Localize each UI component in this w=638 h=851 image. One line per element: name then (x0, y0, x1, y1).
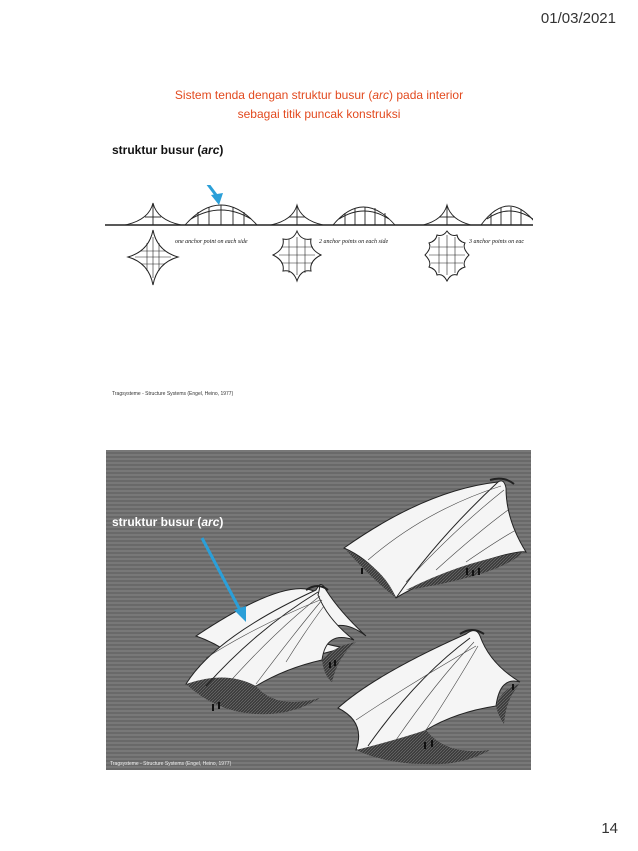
title-line-2: sebagai titik puncak konstruksi (237, 107, 401, 121)
tent-structure-diagram (105, 185, 533, 305)
figure1-label: struktur busur (arc) (112, 143, 224, 157)
tent-illustration (106, 450, 531, 770)
elevation-peak-2 (271, 205, 323, 225)
anchor-note-2: 2 anchor points on each side (319, 239, 389, 245)
arc-arrowhead (211, 193, 223, 205)
plan-three-anchor (425, 231, 469, 281)
elevation-arc-3 (481, 206, 533, 225)
elevation-peak-3 (423, 205, 471, 225)
elevation-arc-1 (185, 205, 257, 225)
figure2-label: struktur busur (arc) (112, 515, 224, 529)
title-line-1: Sistem tenda dengan struktur busur (arc) pada interior (174, 88, 464, 102)
slide-date: 01/03/2021 (540, 10, 616, 27)
elevation-arc-2 (333, 207, 395, 225)
figure1-source: Tragsysteme - Structure Systems (Engel, Heino, 1977) (112, 391, 234, 397)
anchor-note-3: 3 anchor points on eac (469, 239, 524, 245)
slide-title (0, 86, 638, 124)
figure2-source: Tragsysteme - Structure Systems (Engel, Heino, 1977) (110, 761, 232, 767)
page-number: 14 (601, 820, 618, 837)
anchor-note-1: one anchor point on each side (175, 239, 248, 245)
plan-two-anchor (273, 231, 321, 281)
plan-four-anchor (128, 230, 178, 285)
elevation-peak-1 (125, 203, 181, 225)
